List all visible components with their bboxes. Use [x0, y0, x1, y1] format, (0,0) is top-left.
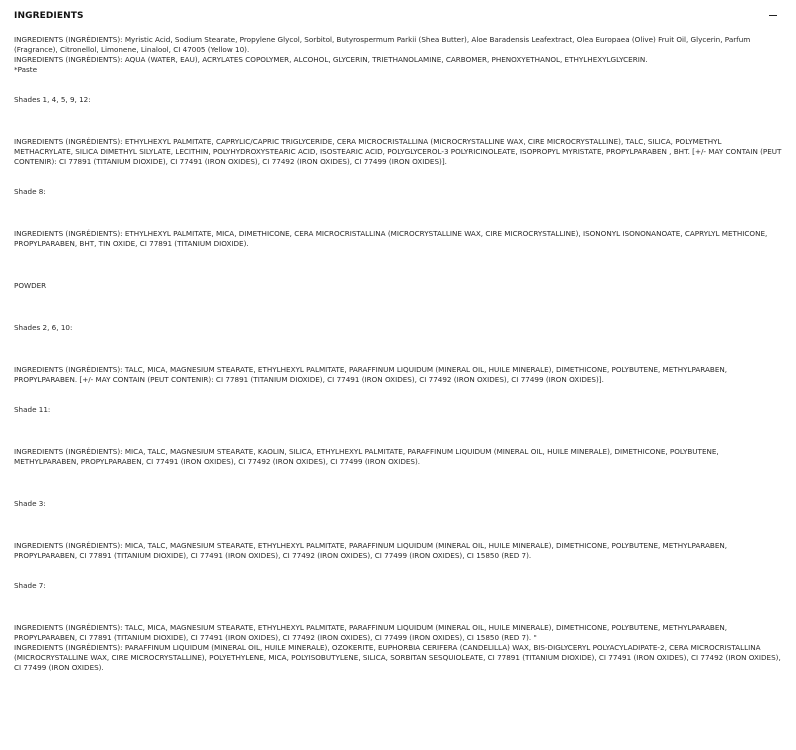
- ingredient-text: INGREDIENTS (INGRÉDIENTS): Myristic Acid, Sodium Stearate, Propylene Glycol, Sorbitol, Butyrospermum Parkii (Shea Butter), Aloe Baradensis Leafextract, Olea Europaea (Olive) Fruit Oil, Glycerin, Parfum (Fragrance), Citronellol, Limonene, Linalool, CI 47005 (Yellow 10).: [14, 35, 751, 54]
- ingredients-content: [14, 35, 782, 673]
- section-label: POWDER: [14, 281, 47, 290]
- minus-icon[interactable]: [768, 11, 778, 21]
- ingredient-text: INGREDIENTS (INGRÉDIENTS): ETHYLHEXYL PALMITATE, CAPRYLIC/CAPRIC TRIGLYCERIDE, CERA MICROCRISTALLINA (MICROCRYSTALLINE WAX, CIRE MICROCRYSTALLINE), TALC, SILICA, POLYMETHYL METHACRYLATE, SILICA DIMETHYL SILYLATE, LECITHIN, POLYHYDROXYSTEARIC ACID, ISOSTEARIC ACID, POLYGLYCEROL-3 POLYRICINOLEATE, ISOPROPYL MYRISTATE, PROPYLPARABEN , BHT. [+/- MAY CONTAIN (PEUT CONTENIR): CI 77891 (TITANIUM DIOXIDE), CI 77491 (IRON OXIDES), CI 77492 (IRON OXIDES), CI 77499 (IRON OXIDES)].: [14, 137, 782, 166]
- ingredient-text: INGREDIENTS (INGRÉDIENTS): PARAFFINUM LIQUIDUM (MINERAL OIL, HUILE MINERALE), OZOKERITE, EUPHORBIA CERIFERA (CANDELILLA) WAX, BIS-DIGLYCERYL POLYACYLADIPATE-2, CERA MICROCRISTALLINA (MICROCRYSTALLINE WAX, CIRE MICROCRYSTALLINE), POLYETHYLENE, MICA, POLYISOBUTYLENE, SILICA, SORBITAN SESQUIOLEATE, CI 77891 (TITANIUM DIOXIDE), CI 77491 (IRON OXIDES), CI 77492 (IRON OXIDES), CI 77499 (IRON OXIDES).: [14, 643, 781, 672]
- ingredient-text: INGREDIENTS (INGRÉDIENTS): MICA, TALC, MAGNESIUM STEARATE, KAOLIN, SILICA, ETHYLHEXYL PALMITATE, PARAFFINUM LIQUIDUM (MINERAL OIL, HUILE MINERALE), DIMETHICONE, POLYBUTENE, METHYLPARABEN, PROPYLPARABEN, CI 77491 (IRON OXIDES), CI 77492 (IRON OXIDES), CI 77499 (IRON OXIDES).: [14, 447, 719, 466]
- accordion-title: INGREDIENTS: [14, 11, 84, 21]
- ingredient-text: INGREDIENTS (INGRÉDIENTS): TALC, MICA, MAGNESIUM STEARATE, ETHYLHEXYL PALMITATE, PARAFFINUM LIQUIDUM (MINERAL OIL, HUILE MINERALE), DIMETHICONE, POLYBUTENE, METHYLPARABEN, PROPYLPARABEN, CI 77891 (TITANIUM DIOXIDE), CI 77491 (IRON OXIDES), CI 77492 (IRON OXIDES), CI 77499 (IRON OXIDES), CI 15850 (RED 7). ": [14, 623, 728, 642]
- ingredient-text: INGREDIENTS (INGRÉDIENTS): AQUA (WATER, EAU), ACRYLATES COPOLYMER, ALCOHOL, GLYCERIN, TRIETHANOLAMINE, CARBOMER, PHENOXYETHANOL, ETHYLHEXYLGLYCERIN.: [14, 55, 648, 64]
- shade-label: Shades 1, 4, 5, 9, 12:: [14, 95, 91, 104]
- shade-label: Shade 3:: [14, 499, 46, 508]
- shade-label: Shade 11:: [14, 405, 51, 414]
- accordion-header[interactable]: [14, 0, 782, 31]
- ingredient-text: INGREDIENTS (INGRÉDIENTS): MICA, TALC, MAGNESIUM STEARATE, ETHYLHEXYL PALMITATE, PARAFFINUM LIQUIDUM (MINERAL OIL, HUILE MINERALE), DIMETHICONE, POLYBUTENE, METHYLPARABEN, PROPYLPARABEN, CI 77891 (TITANIUM DIOXIDE), CI 77491 (IRON OXIDES), CI 77492 (IRON OXIDES), CI 77499 (IRON OXIDES), CI 15850 (RED 7).: [14, 541, 728, 560]
- ingredient-note: *Paste: [14, 65, 37, 74]
- ingredient-text: INGREDIENTS (INGRÉDIENTS): TALC, MICA, MAGNESIUM STEARATE, ETHYLHEXYL PALMITATE, PARAFFINUM LIQUIDUM (MINERAL OIL, HUILE MINERALE), DIMETHICONE, POLYBUTENE, METHYLPARABEN, PROPYLPARABEN. [+/- MAY CONTAIN (PEUT CONTENIR): CI 77891 (TITANIUM DIOXIDE), CI 77491 (IRON OXIDES), CI 77492 (IRON OXIDES), CI 77499 (IRON OXIDES)].: [14, 365, 728, 384]
- shade-label: Shade 7:: [14, 581, 46, 590]
- shade-label: Shades 2, 6, 10:: [14, 323, 73, 332]
- ingredient-text: INGREDIENTS (INGRÉDIENTS): ETHYLHEXYL PALMITATE, MICA, DIMETHICONE, CERA MICROCRISTALLINA (MICROCRYSTALLINE WAX, CIRE MICROCRYSTALLINE), ISONONYL ISONONANOATE, CAPRYLYL METHICONE, PROPYLPARABEN, BHT, TIN OXIDE, CI 77891 (TITANIUM DIOXIDE).: [14, 229, 768, 248]
- shade-label: Shade 8:: [14, 187, 46, 196]
